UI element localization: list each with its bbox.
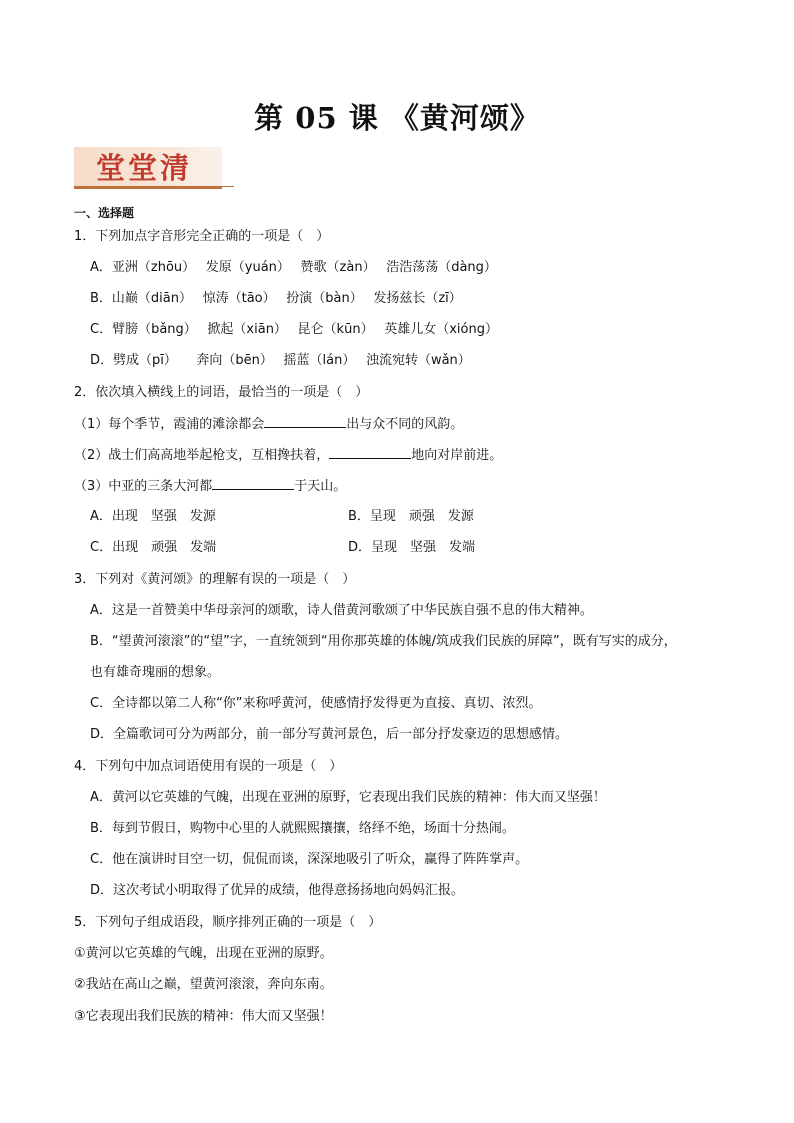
question-3-option-b: B．“望黄河滚滚”的“望”字，一直统领到“用你那英雄的体魄/筑成我们民族的屏障”，既有写实的成分， bbox=[90, 634, 677, 649]
fill-blank bbox=[264, 415, 346, 428]
question-4-option-d: D．这次考试小明取得了优异的成绩，他得意扬扬地向妈妈汇报。 bbox=[90, 883, 465, 898]
question-5-sentence-1: ①黄河以它英雄的气魄，出现在亚洲的原野。 bbox=[74, 946, 333, 961]
question-1-stem: 1．下列加点字音形完全正确的一项是（ ） bbox=[74, 229, 330, 244]
question-2-option-a: A．出现 坚强 发源 bbox=[90, 509, 216, 524]
sentence-text: 出与众不同的风韵。 bbox=[346, 417, 464, 432]
page-title: 第 05 课 《黄河颂》 bbox=[254, 101, 540, 135]
question-3-option-d: D．全篇歌词可分为两部分，前一部分写黄河景色，后一部分抒发豪迈的思想感情。 bbox=[90, 727, 569, 742]
section-badge: 堂堂清 bbox=[96, 151, 193, 185]
question-2-option-b: B．呈现 顽强 发源 bbox=[348, 509, 474, 524]
sentence-text: （2）战士们高高地举起枪支，互相搀扶着， bbox=[74, 448, 330, 463]
question-2-sentence-2 bbox=[74, 446, 502, 465]
fill-blank bbox=[212, 477, 294, 490]
question-1-option-b: B．山巅（diān） 惊涛（tāo） 扮演（bàn） 发扬兹长（zī） bbox=[90, 291, 462, 306]
question-3-option-a: A．这是一首赞美中华母亲河的颂歌，诗人借黄河歌颂了中华民族自强不息的伟大精神。 bbox=[90, 603, 593, 618]
section-heading: 一、选择题 bbox=[74, 206, 135, 220]
sentence-text: 地向对岸前进。 bbox=[411, 448, 503, 463]
question-1-option-a: A．亚洲（zhōu） 发原（yuán） 赞歌（zàn） 浩浩荡荡（dàng） bbox=[90, 260, 497, 275]
question-2-stem: 2．依次填入横线上的词语，最恰当的一项是（ ） bbox=[74, 385, 369, 400]
fill-blank bbox=[329, 446, 411, 459]
sentence-text: 于天山。 bbox=[294, 479, 347, 494]
question-4-option-c: C．他在演讲时目空一切，侃侃而谈，深深地吸引了听众，赢得了阵阵掌声。 bbox=[90, 852, 529, 867]
sentence-text: （1）每个季节，霞浦的滩涂都会 bbox=[74, 417, 265, 432]
question-5-stem: 5．下列句子组成语段，顺序排列正确的一项是（ ） bbox=[74, 915, 382, 930]
question-5-sentence-3: ③它表现出我们民族的精神：伟大而又坚强！ bbox=[74, 1009, 333, 1024]
question-3-stem: 3．下列对《黄河颂》的理解有误的一项是（ ） bbox=[74, 572, 356, 587]
question-2-sentence-3 bbox=[74, 477, 346, 496]
question-2-option-c: C．出现 顽强 发端 bbox=[90, 540, 217, 555]
question-1-option-d: D．劈成（pī） 奔向（bēn） 摇蓝（lán） 浊流宛转（wǎn） bbox=[90, 353, 471, 368]
sentence-text: （3）中亚的三条大河都 bbox=[74, 479, 213, 494]
question-4-option-a: A．黄河以它英雄的气魄，出现在亚洲的原野，它表现出我们民族的精神：伟大而又坚强！ bbox=[90, 790, 606, 805]
question-5-sentence-2: ②我站在高山之巅，望黄河滚滚，奔向东南。 bbox=[74, 977, 333, 992]
question-2-sentence-1 bbox=[74, 415, 463, 434]
question-3-option-b-continued: 也有雄奇瑰丽的想象。 bbox=[90, 665, 221, 680]
question-4-option-b: B．每到节假日，购物中心里的人就熙熙攘攘，络绎不绝，场面十分热闹。 bbox=[90, 821, 515, 836]
question-2-option-d: D．呈现 坚强 发端 bbox=[348, 540, 476, 555]
question-1-option-c: C．臂膀（bǎng） 掀起（xiān） 昆仑（kūn） 英雄儿女（xióng） bbox=[90, 322, 498, 337]
question-3-option-c: C．全诗都以第二人称“你”来称呼黄河，使感情抒发得更为直接、真切、浓烈。 bbox=[90, 696, 542, 711]
question-4-stem: 4．下列句中加点词语使用有误的一项是（ ） bbox=[74, 759, 343, 774]
